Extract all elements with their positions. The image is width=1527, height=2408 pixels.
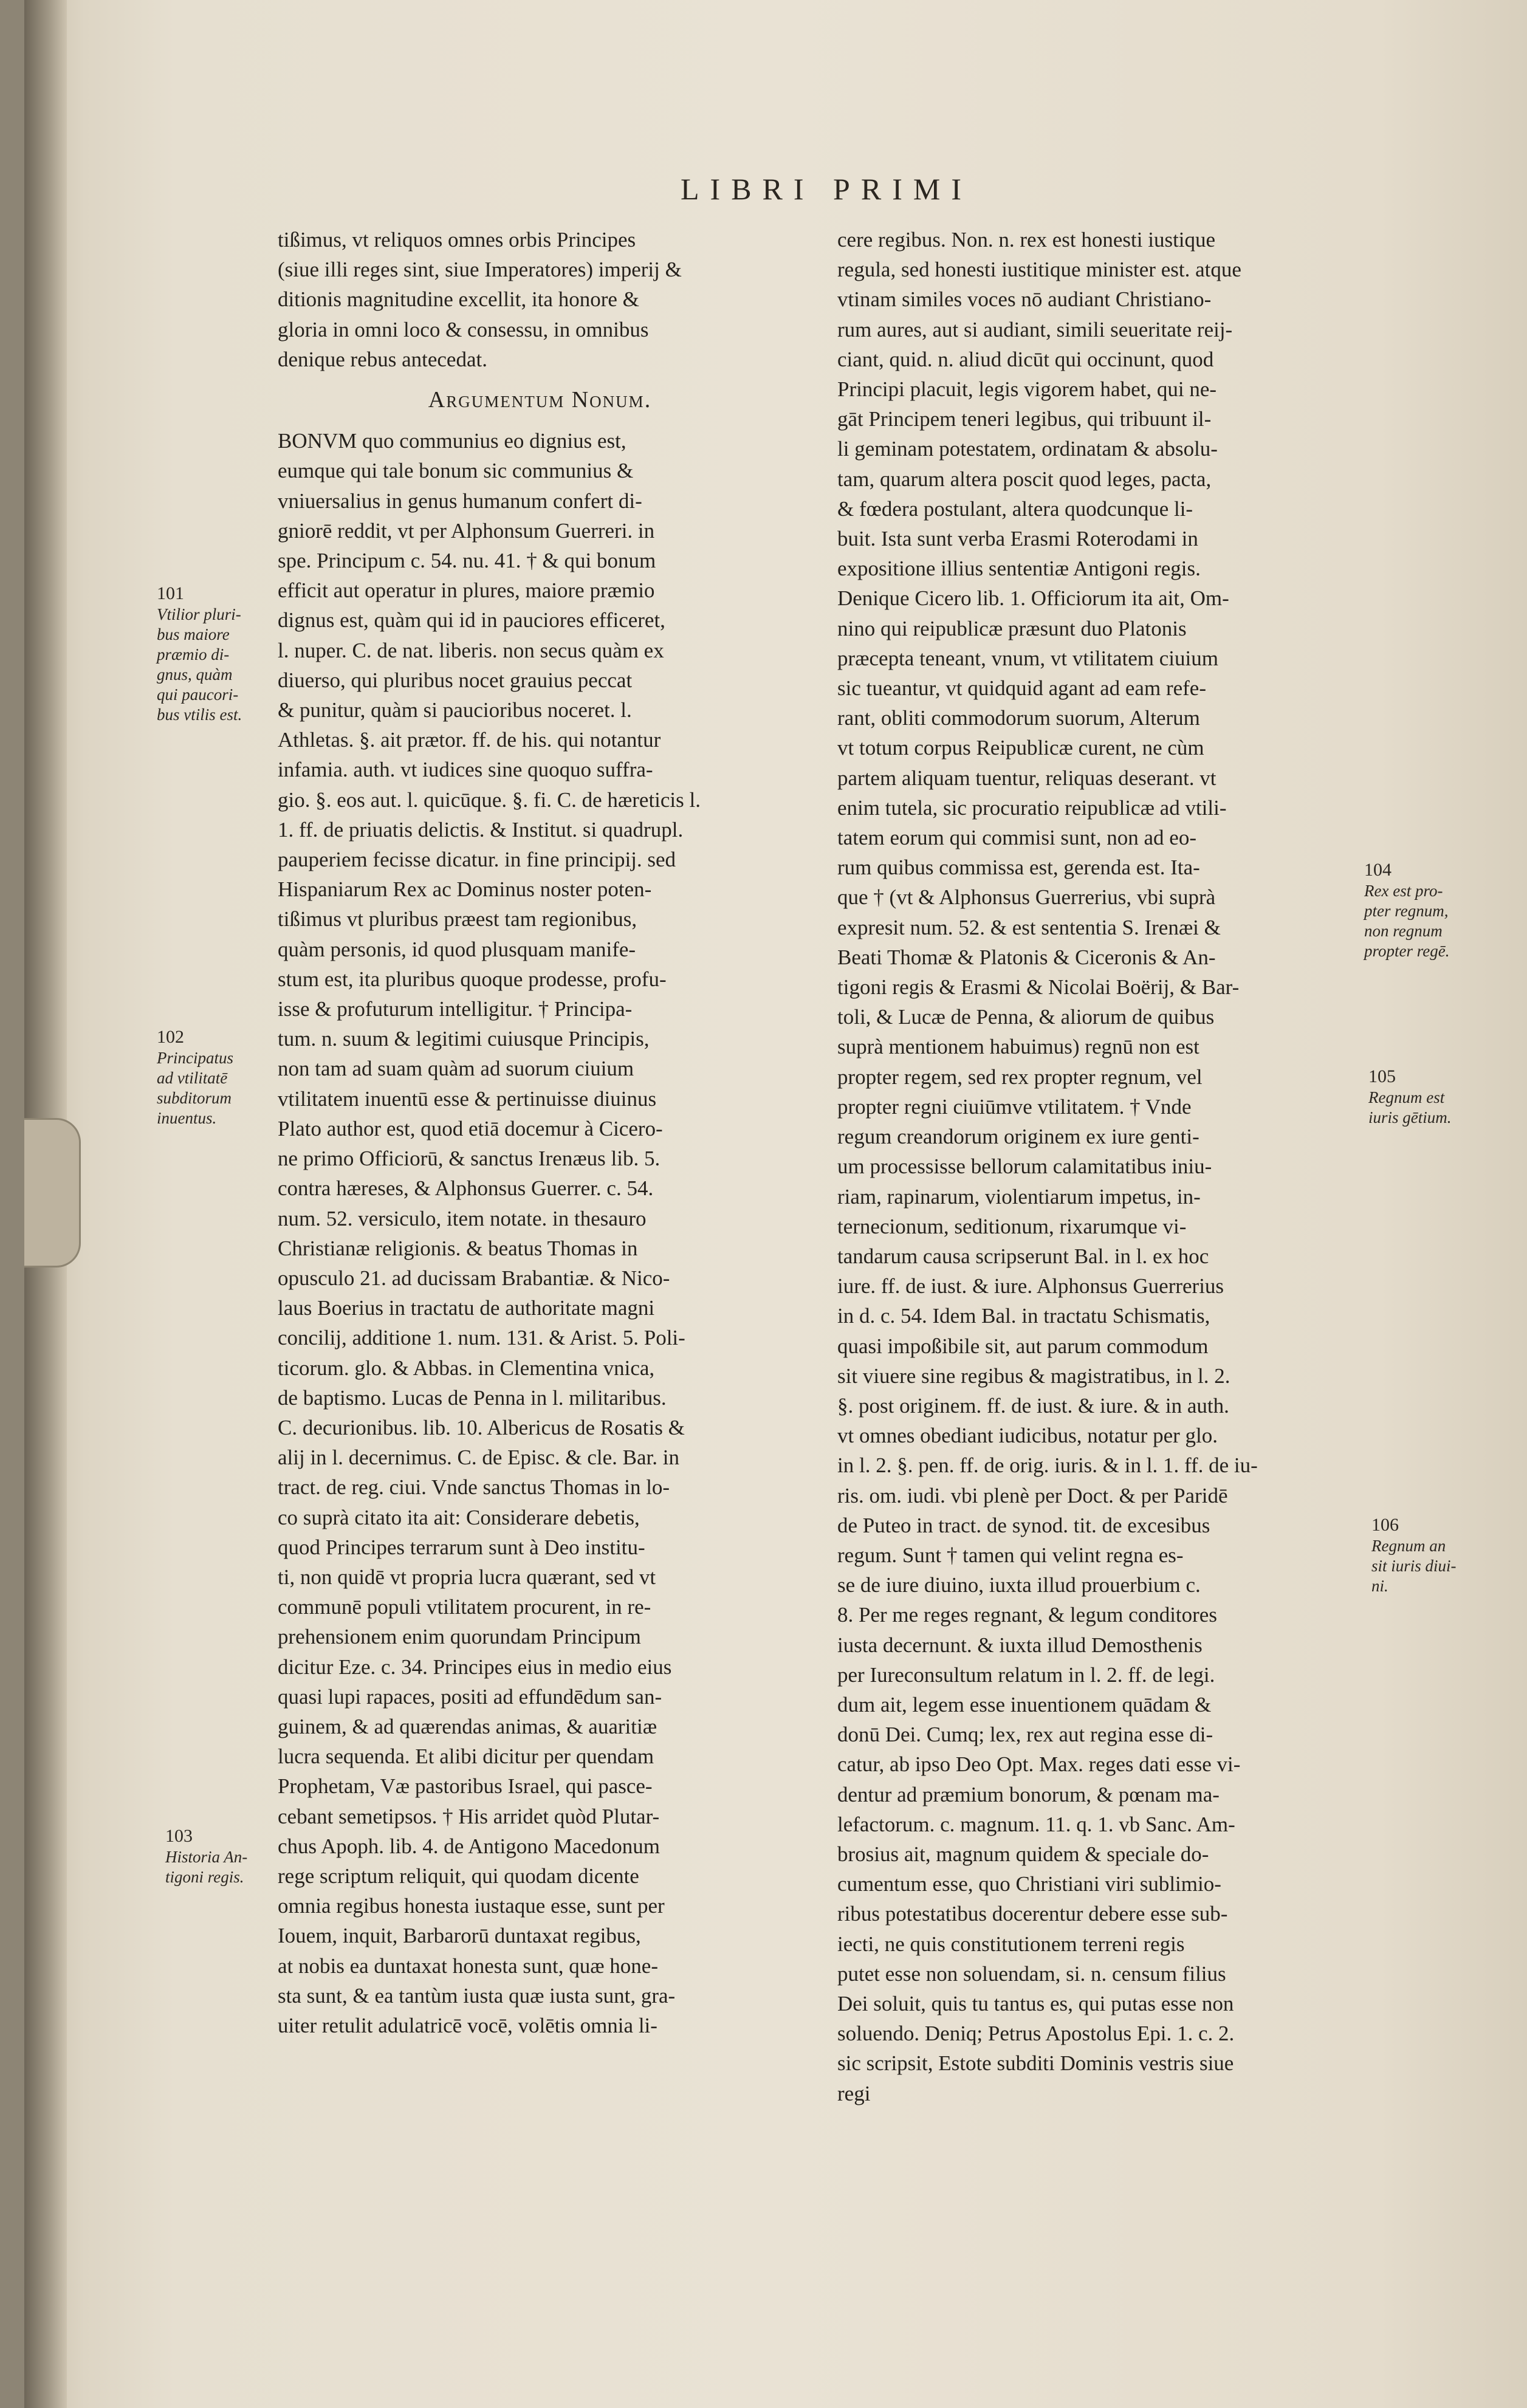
marginal-note-line: gnus, quàm	[157, 665, 233, 684]
text-line: cumentum esse, quo Christiani viri sublimio-	[837, 1872, 1221, 1896]
binding-tab	[24, 1118, 81, 1267]
text-line: vtilitatem inuentū esse & pertinuisse diuinus	[278, 1086, 657, 1111]
text-line: tandarum causa scripserunt Bal. in l. ex hoc	[837, 1244, 1209, 1268]
text-line: gniorē reddit, vt per Alphonsum Guerreri. in	[278, 518, 655, 543]
marginal-note-number: 104	[1364, 860, 1391, 880]
text-line: de Puteo in tract. de synod. tit. de excesibus	[837, 1513, 1210, 1537]
text-line: ciant, quid. n. aliud dicūt qui occinunt, quod	[837, 347, 1214, 371]
text-line: regum. Sunt † tamen qui velint regna es-	[837, 1543, 1184, 1567]
marginal-note-line: subditorum	[157, 1089, 232, 1107]
text-line: communē populi vtilitatem procurent, in re-	[278, 1595, 651, 1619]
text-line: que † (vt & Alphonsus Guerrerius, vbi suprà	[837, 885, 1216, 910]
text-line: vt totum corpus Reipublicæ curent, ne cùm	[837, 736, 1204, 760]
marginal-note-106	[1371, 1515, 1457, 1596]
text-line: ditionis magnitudine excellit, ita honore &	[278, 287, 639, 312]
marginal-note-number: 101	[157, 583, 184, 603]
text-line: um processisse bellorum calamitatibus iniu-	[837, 1154, 1212, 1179]
text-line: guinem, & ad quærendas animas, & auaritiæ	[278, 1714, 657, 1738]
marginal-note-number: 102	[157, 1027, 184, 1047]
text-line: iusta decernunt. & iuxta illud Demosthenis	[837, 1633, 1203, 1657]
section-heading: Argumentum Nonum.	[428, 387, 652, 413]
text-line: 1. ff. de priuatis delictis. & Institut. si quadrupl.	[278, 817, 684, 842]
marginal-note-line: Regnum est	[1368, 1088, 1445, 1106]
text-line: Denique Cicero lib. 1. Officiorum ita ait, Om-	[837, 586, 1229, 611]
right-text-column	[837, 225, 1359, 2108]
text-line: co suprà citato ita ait: Considerare debetis,	[278, 1505, 640, 1529]
text-line: lefactorum. c. magnum. 11. q. 1. vb Sanc. Am-	[837, 1812, 1235, 1836]
text-line: vniuersalius in genus humanum confert di-	[278, 489, 642, 513]
marginal-note-line: Vtilior pluri-	[157, 605, 241, 623]
text-line: iecti, ne quis constitutionem terreni regis	[837, 1932, 1185, 1956]
text-line: ribus potestatibus docerentur debere esse sub-	[837, 1902, 1228, 1926]
text-line: ti, non quidē vt propria lucra quærant, sed vt	[278, 1565, 656, 1589]
text-line: putet esse non soluendam, si. n. censum filius	[837, 1961, 1226, 1986]
text-line: enim tutela, sic procuratio reipublicæ ad vtili-	[837, 795, 1227, 820]
text-line: dicitur Eze. c. 34. Principes eius in medio eius	[278, 1655, 672, 1679]
text-line: riam, rapinarum, violentiarum impetus, in-	[837, 1184, 1201, 1209]
marginal-note-line: sit iuris diui-	[1371, 1557, 1457, 1575]
text-line: expresit num. 52. & est sententia S. Irenæi &	[837, 915, 1221, 939]
marginal-note-number: 103	[165, 1826, 193, 1846]
text-line: buit. Ista sunt verba Erasmi Roterodami in	[837, 527, 1198, 551]
text-line: sit viuere sine regibus & magistratibus, in l. 2.	[837, 1364, 1230, 1388]
text-line: regum creandorum originem ex iure genti-	[837, 1125, 1199, 1149]
text-line: rant, obliti commodorum suorum, Alterum	[837, 706, 1200, 730]
text-line: iure. ff. de iust. & iure. Alphonsus Guerrerius	[837, 1274, 1224, 1298]
text-line: tum. n. suum & legitimi cuiusque Principis,	[278, 1027, 650, 1051]
text-line: nino qui reipublicæ præsunt duo Platonis	[837, 616, 1187, 640]
text-line: laus Boerius in tractatu de authoritate magni	[278, 1296, 655, 1320]
text-line: propter regni ciuiūmve vtilitatem. † Vnde	[837, 1094, 1192, 1119]
text-line: tißimus vt pluribus præest tam regionibus,	[278, 907, 637, 931]
text-line: sic tueantur, vt quidquid agant ad eam refe-	[837, 676, 1206, 701]
text-line: Beati Thomæ & Platonis & Ciceronis & An-	[837, 945, 1216, 969]
text-line: ticorum. glo. & Abbas. in Clementina vnica,	[278, 1356, 655, 1380]
marginal-note-line: Regnum an	[1371, 1537, 1446, 1555]
running-head: LIBRI PRIMI	[681, 172, 972, 206]
text-line: opusculo 21. ad ducissam Brabantiæ. & Nico-	[278, 1266, 670, 1290]
text-line: regula, sed honesti iustitique minister est. atque	[837, 258, 1241, 282]
text-line: concilij, additione 1. num. 131. & Arist. 5. Poli-	[278, 1326, 685, 1350]
text-line: & fœdera postulant, altera quodcunque li-	[837, 496, 1193, 521]
text-line: Hispaniarum Rex ac Dominus noster poten-	[278, 877, 652, 902]
text-line: soluendo. Deniq; Petrus Apostolus Epi. 1. c. 2.	[837, 2022, 1235, 2046]
text-line: sta sunt, & ea tantùm iusta quæ iusta sunt, gra-	[278, 1983, 676, 2008]
text-line: suprà mentionem habuimus) regnū non est	[837, 1035, 1199, 1059]
marginal-note-line: Principatus	[157, 1049, 233, 1067]
text-line: num. 52. versiculo, item notate. in thesauro	[278, 1206, 647, 1230]
text-line: quod Principes terrarum sunt à Deo institu-	[278, 1535, 645, 1559]
text-line: expositione illius sententiæ Antigoni regis.	[837, 557, 1201, 581]
text-line: gāt Principem teneri legibus, qui tribuunt il-	[837, 407, 1212, 431]
text-line: gloria in omni loco & consessu, in omnibus	[278, 317, 649, 341]
text-line: Athletas. §. ait prætor. ff. de his. qui notantur	[278, 728, 661, 752]
text-line: chus Apoph. lib. 4. de Antigono Macedonum	[278, 1834, 660, 1858]
text-line: tigoni regis & Erasmi & Nicolai Boërij, & Bar-	[837, 975, 1240, 1000]
text-line: omnia regibus honesta iustaque esse, sunt per	[278, 1894, 665, 1918]
text-line: non tam ad suam quàm ad suorum ciuium	[278, 1057, 634, 1081]
marginal-note-line: inuentus.	[157, 1109, 217, 1127]
text-line: quasi lupi rapaces, positi ad effundēdum san-	[278, 1684, 662, 1709]
marginal-note-101	[157, 583, 242, 725]
text-line: cere regibus. Non. n. rex est honesti iustique	[837, 228, 1216, 252]
text-line: stum est, ita pluribus quoque prodesse, profu-	[278, 967, 667, 991]
text-line: denique rebus antecedat.	[278, 347, 487, 371]
text-line: gio. §. eos aut. l. quicūque. §. fi. C. de hæreticis l.	[278, 787, 701, 812]
text-line: pauperiem fecisse dicatur. in fine principij. sed	[278, 848, 676, 872]
text-line: (siue illi reges sint, siue Imperatores) imperij &	[278, 258, 682, 282]
marginal-note-line: non regnum	[1364, 922, 1443, 940]
text-line: ternecionum, seditionum, rixarumque vi-	[837, 1214, 1187, 1238]
marginal-note-104	[1364, 860, 1449, 961]
text-line: donū Dei. Cumq; lex, rex aut regina esse di-	[837, 1723, 1213, 1747]
text-line: Dei soluit, quis tu tantus es, qui putas esse non	[837, 1991, 1234, 2015]
text-line: rum aures, aut si audiant, simili seueritate reij-	[837, 317, 1233, 341]
text-line: lucra sequenda. Et alibi dicitur per quendam	[278, 1744, 654, 1769]
marginal-note-line: Rex est pro-	[1364, 882, 1443, 900]
text-line: vtinam similes voces nō audiant Christiano-	[837, 287, 1212, 312]
marginal-note-line: qui paucori-	[157, 685, 239, 704]
text-line: catur, ab ipso Deo Opt. Max. reges dati esse vi-	[837, 1752, 1241, 1777]
text-line: isse & profuturum intelligitur. † Principa-	[278, 997, 633, 1021]
text-line: præcepta teneant, vnum, vt vtilitatem ciuium	[837, 646, 1218, 670]
left-body-paragraph	[278, 426, 802, 2040]
text-line: spe. Principum c. 54. nu. 41. † & qui bonum	[278, 549, 656, 573]
text-line: 8. Per me reges regnant, & legum conditores	[837, 1603, 1217, 1627]
text-line: & punitur, quàm si paucioribus noceret. l.	[278, 698, 632, 722]
marginal-note-line: ad vtilitatē	[157, 1069, 228, 1087]
marginal-note-line: propter regē.	[1364, 942, 1450, 960]
marginal-note-line: bus vtilis est.	[157, 705, 242, 724]
text-line: Prophetam, Væ pastoribus Israel, qui pasce-	[278, 1774, 653, 1799]
text-line: dentur ad præmium bonorum, & pœnam ma-	[837, 1782, 1220, 1806]
text-line: §. post originem. ff. de iust. & iure. & in auth.	[837, 1393, 1229, 1418]
text-line: contra hæreses, & Alphonsus Guerrer. c. 54.	[278, 1176, 654, 1201]
text-line: dignus est, quàm qui id in pauciores efficeret,	[278, 608, 665, 633]
text-line: efficit aut operatur in plures, maiore præmio	[278, 578, 655, 603]
text-line: toli, & Lucæ de Penna, & aliorum de quibus	[837, 1005, 1215, 1029]
text-line: ne primo Officiorū, & sanctus Irenæus lib. 5.	[278, 1147, 661, 1171]
text-line: propter regem, sed rex propter regnum, vel	[837, 1065, 1203, 1089]
left-opening-paragraph	[278, 225, 802, 374]
marginal-note-line: iuris gētium.	[1368, 1108, 1452, 1127]
text-line: at nobis ea duntaxat honesta sunt, quæ hone-	[278, 1953, 658, 1978]
text-line: dum ait, legem esse inuentionem quādam &	[837, 1692, 1212, 1717]
marginal-note-number: 105	[1368, 1066, 1396, 1086]
text-line: diuerso, qui pluribus nocet grauius peccat	[278, 668, 633, 692]
text-line: vt omnes obediant iudicibus, notatur per glo.	[837, 1424, 1218, 1448]
marginal-note-line: bus maiore	[157, 625, 230, 643]
text-line: cebant semetipsos. † His arridet quòd Plutar-	[278, 1804, 660, 1828]
text-line: sic scripsit, Estote subditi Dominis vestris siue	[837, 2051, 1234, 2076]
text-line: C. decurionibus. lib. 10. Albericus de Rosatis &	[278, 1415, 685, 1439]
text-line: eumque qui tale bonum sic communius &	[278, 459, 634, 483]
text-line: infamia. auth. vt iudices sine quoquo suffra-	[278, 758, 653, 782]
text-line: rum quibus commissa est, gerenda est. Ita-	[837, 856, 1200, 880]
text-line: in d. c. 54. Idem Bal. in tractatu Schismatis,	[837, 1304, 1210, 1328]
text-line: tract. de reg. ciui. Vnde sanctus Thomas in lo-	[278, 1475, 670, 1500]
text-line: tam, quarum altera poscit quod leges, pacta,	[837, 467, 1212, 491]
marginal-note-line: ni.	[1371, 1577, 1388, 1595]
text-line: quàm personis, id quod plusquam manife-	[278, 937, 636, 961]
text-line: rege scriptum reliquit, qui quodam dicente	[278, 1864, 639, 1888]
marginal-note-line: Historia An-	[165, 1848, 248, 1866]
text-line: Plato author est, quod etiā docemur à Cicero-	[278, 1116, 663, 1141]
marginal-note-line: tigoni regis.	[165, 1868, 244, 1886]
marginal-note-105	[1368, 1066, 1452, 1128]
text-line: Principi placuit, legis vigorem habet, qui ne-	[837, 377, 1217, 402]
text-line: l. nuper. C. de nat. liberis. non secus quàm ex	[278, 638, 664, 662]
text-line: li geminam potestatem, ordinatam & absolu-	[837, 437, 1218, 461]
text-line: BONVM quo communius eo dignius est,	[278, 429, 626, 453]
marginal-note-103	[165, 1826, 247, 1887]
text-line: regi	[837, 2081, 871, 2105]
text-line: alij in l. decernimus. C. de Episc. & cle. Bar. in	[278, 1446, 679, 1470]
text-line: in l. 2. §. pen. ff. de orig. iuris. & in l. 1. ff. de iu-	[837, 1453, 1258, 1478]
text-line: partem aliquam tuentur, reliquas deserant. vt	[837, 766, 1216, 790]
text-line: de baptismo. Lucas de Penna in l. militaribus.	[278, 1385, 667, 1410]
marginal-note-102	[157, 1027, 233, 1128]
marginal-note-line: pter regnum,	[1364, 902, 1449, 920]
marginal-note-line: præmio di-	[157, 645, 230, 664]
text-line: quasi impoßibile sit, aut parum commodum	[837, 1334, 1209, 1358]
text-line: uiter retulit adulatricē vocē, volētis omnia li-	[278, 2013, 657, 2037]
text-line: se de iure diuino, iuxta illud prouerbium c.	[837, 1573, 1201, 1597]
text-line: per Iureconsultum relatum in l. 2. ff. de legi.	[837, 1662, 1215, 1687]
text-line: Iouem, inquit, Barbarorū duntaxat regibus,	[278, 1924, 641, 1948]
text-line: Christianæ religionis. & beatus Thomas in	[278, 1236, 638, 1260]
left-text-column	[278, 225, 802, 2040]
marginal-note-number: 106	[1371, 1515, 1399, 1535]
text-line: prehensionem enim quorundam Principum	[278, 1625, 641, 1649]
text-line: tißimus, vt reliquos omnes orbis Principes	[278, 228, 636, 252]
text-line: brosius ait, magnum quidem & speciale do-	[837, 1842, 1209, 1866]
text-line: tatem eorum qui commisi sunt, non ad eo-	[837, 826, 1197, 850]
text-line: ris. om. iudi. vbi plenè per Doct. & per Paridē	[837, 1483, 1228, 1508]
